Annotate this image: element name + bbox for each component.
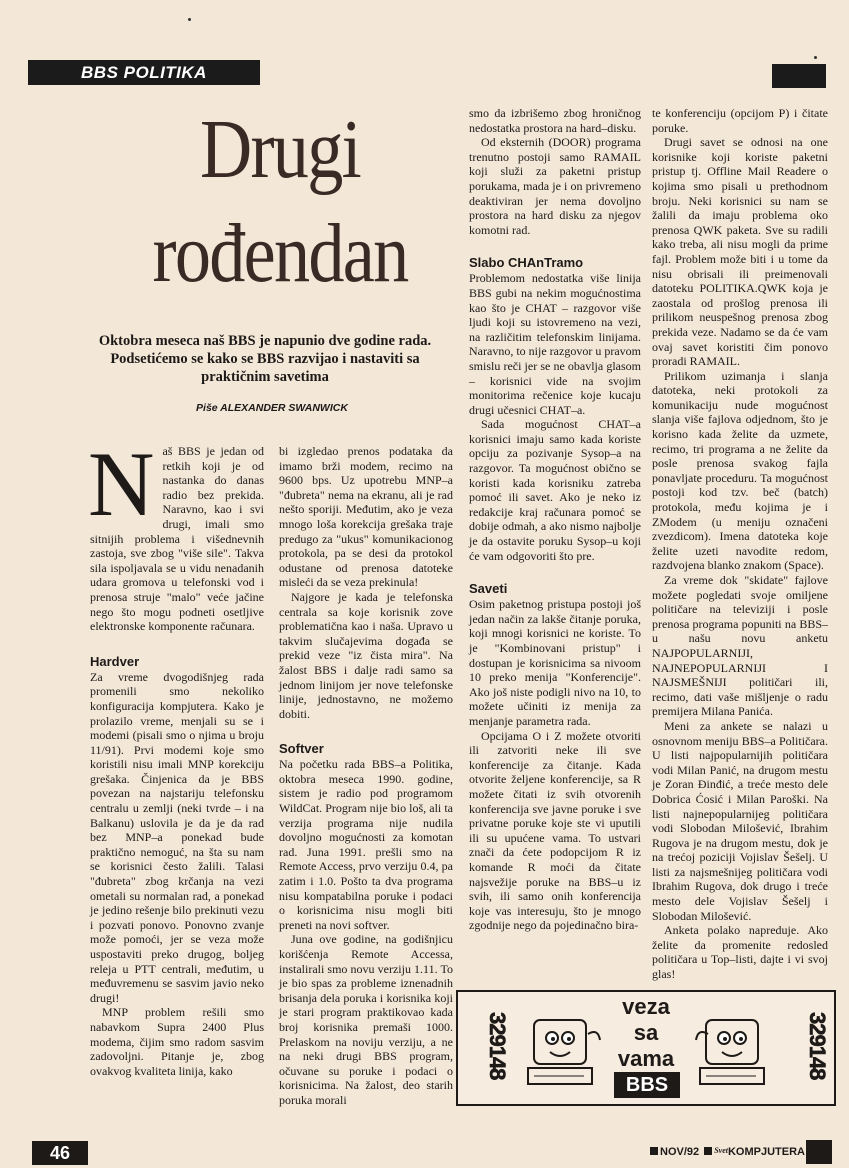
page-number: 46: [32, 1141, 88, 1165]
paragraph: Juna ove godine, na godišnjicu korišćenja Remote Accessa, instalirali smo novu verziju 1.11. To je bio spas za probleme iznenadnih brisanja dela poruka i korisnika koji je stari program praktikovao kada broj korisnika premaši 1000. Prelaskom na noviju verziju, a ne na neki drugi BBS program, očuvane su poruke i podaci o korisnicima. Na žalost, deo starih poruka morali: [279, 932, 453, 1107]
ad-phone-left: 329148: [485, 1012, 510, 1080]
paragraph: Anketa polako napreduje. Ako želite da promenite redosled političara u Top–listi, dajte i vi svoj glas!: [652, 923, 828, 982]
speck: [188, 18, 191, 21]
ad-line-2: sa: [633, 1020, 659, 1045]
magazine-prefix: Svet: [714, 1146, 728, 1155]
footer-block: [806, 1140, 832, 1164]
paragraph: MNP problem rešili smo nabavkom Supra 2400 Plus modema, čijim smo radom sasvim zadovoljni. Pitanje je, zbog ovakvog kvaliteta linija, kako: [90, 1005, 264, 1078]
section-tag: BBS POLITIKA: [28, 60, 260, 85]
paragraph: Od eksternih (DOOR) programa trenutno postoji samo RAMAIL koji služi za paketni pristup porukama, mada je i on privremeno deaktiviran jer nema dovoljno prostora na hard disku za njegov komotni rad.: [469, 135, 641, 237]
paragraph: Problemom nedostatka više linija BBS gubi na nekim mogućnostima kao što je CHAT – razgovor više ljudi koji su istovremeno na vezi, na različitim telefonskim linijama. Naravno, to nije razgovor u pravom smislu reči jer se ne obavlja glasom – korisnici vide na svojim monitorima rečenice koje kucaju drugi učesnici CHAT–a.: [469, 271, 641, 417]
square-bullet-icon: [704, 1147, 712, 1155]
paragraph: Na početku rada BBS–a Politika, oktobra meseca 1990. godine, sistem je radio pod programom WildCat. Program nije bio loš, ali ta verzija programa nije nudila dovoljno mogućnosti za komotan rad. Juna 1991. prešli smo na Remote Access, prvo verziju 0.4, pa zatim i 1.0. Pošto ta dva programa nisu kompatabilna poruke i podaci o korisnicima nisu mogli biti preneti na novi softver.: [279, 757, 453, 932]
column-1: [88, 433, 264, 1078]
intro-text: aš BBS je jedan od retkih koji je od nastanka do danas radio bez prekida. Naravno, kao i svi drugi, imali smo sitnijih problema i višednevnih zastoja, sve zbog "više sile". Takva sila ispoljavala se u vidu nenadanih udara gromova u telefonski vod i prenosa struje "malo" veće jačine nego što mogu podneti osetljive elektronske komponente računara.: [90, 444, 264, 634]
speck: [814, 56, 817, 59]
column-3: [469, 106, 641, 933]
paragraph: Prilikom uzimanja i slanja datoteka, neki protokoli za komunikaciju nude mogućnost slanja više fajlova odjednom, što je korisno kada želite da uzmete, recimo, tri programa a ne želite da posle prenosa svakog fajla ponavljate proceduru. Ta mogućnost postoji kod tzv. beč (batch) protokola, među kojima je i ZModem (u meniju označeni zvezdicom). Imena datoteka koje želite uzeti navodite redom, razdvojena blanko znakom (Space).: [652, 368, 828, 573]
lead-paragraph: Oktobra meseca naš BBS je napunio dve godine rada. Podsetićemo se kako se BBS razvijao i nastaviti sa praktičnim savetima: [98, 333, 432, 385]
title-line2: rođendan: [152, 207, 408, 300]
column-2: [279, 444, 453, 1108]
paragraph: Drugi savet se odnosi na one korisnike koji koriste paketni pristup tj. Offline Mail Readere o kojima smo pisali u prethodnom broju. Neki korisnici su nam se žalili da imaju problema oko prenosa QWK paketa. Sve su radili kako treba, ali nisu mogli da prime fajl. Problem može biti i u tome da nisu obrisali ili preimenovali datoteku POLITIKA.QWK koja je zaostala od prošlog prenosa ili prilikom neuspešnog prenosa zbog prekida veze. Nadamo se da će vam ovaj savet koristiti čim ponovo proradi RAMAIL.: [652, 135, 828, 369]
subheading-saveti: Saveti: [469, 581, 508, 597]
subheading-hardver: Hardver: [90, 653, 140, 669]
corner-block: [772, 64, 826, 88]
square-bullet-icon: [650, 1147, 658, 1155]
ad-phone-right: 329148: [805, 1012, 830, 1080]
byline: Piše ALEXANDER SWANWICK: [196, 402, 348, 414]
paragraph: Meni za ankete se nalazi u osnovnom meniju BBS–a Političara. U listi najpopularnijih političara vodi Milan Panić, na drugom mestu je Zoran Đinđić, a treće mesto dele Dobrica Ćosić i Milan Paroški. Na listi najnepopularnijeg političara vodi Slobodan Milošević, Ibrahim Rugova je na drugom mestu, dok je na trećoj poziciji Vojislav Šešelj. U listi za najsmešnijeg političara vodi Ibrahim Rugova, dok drugo i treće mesto dele Vojislav Šešelj i Slobodan Milošević.: [652, 718, 828, 923]
subheading-chat: Slabo CHAnTramo: [469, 255, 584, 271]
paragraph: Opcijama O i Z možete otvoriti ili zatvoriti neke ili sve konferencije za čitanje. Kada otvorite željene konferencije, sa R možete čitati iz svih otvorenih konferencija sve javne poruke i sve privatne poruke koje ste vi uputili ili su upućene vama. To ustvari znači da ćete podopcijom R iz komande R moći da čitate najsvežije poruke na BBS–u iz svih, ili samo onih konferencija koje vas interesuju, što je mnogo zgodnije nego da pojedinačno bira-: [469, 728, 641, 933]
bbs-badge: BBS: [614, 1072, 680, 1098]
title-line1: Drugi: [200, 103, 360, 196]
paragraph: bi izgledao prenos podataka da imamo brži modem, recimo na 9600 bps. Uz upotrebu MNP–a "đubreta" nema na ekranu, ali je rad nešto sporiji. Međutim, ako je veza mnogo loša korekcija grešaka traje predugo za "ukus" komunikacionog protokola, pa se desi da protokol odustane od prenosa datoteke misleći da se veza prekinula!: [279, 444, 453, 590]
computer-cartoon-left-icon: [524, 1014, 604, 1098]
footer-issue: [648, 1146, 805, 1158]
paragraph: Za vreme dvogodišnjeg rada promenili smo nekoliko konfiguracija kompjutera. Kako je prolazilo vreme, menjali su se i modemi (pisali smo o njima u broju 11/91). Prvi modemi koje smo koristili nisu imali MNP korekciju grešaka. Činjenica da je BBS povezan na najstariju telefonsku centralu u zemlji (neki tvrde – i na Balkanu) uslovila je da je da rad bez MNP–a ponekad bude praktično nemoguć, na šta su nam se korisnici često žalili. Talasi "đubreta" zbog krčanja na vezi ometali su normalan rad, a ponekad je jedino rešenje bilo prekinuti vezu i pozvati ponovo. Ponovno zvanje može pomoći, jer se veza može uspostaviti preko drugog, boljeg releja u PTT centrali, međutim, u međuvremenu se sasvim javio neko drugi!: [90, 669, 264, 1005]
paragraph: te konferenciju (opcijom P) i čitate poruke.: [652, 106, 828, 135]
computer-cartoon-right-icon: [690, 1014, 770, 1098]
issue-date: NOV/92: [660, 1146, 700, 1158]
column-4: [652, 106, 828, 982]
ad-line-3: vama: [617, 1046, 675, 1071]
paragraph: Osim paketnog pristupa postoji još jedan način za lakše čitanje poruka, koji mnogi korisnici ne koriste. To je "Kombinovani pristup" i dostupan je korisnicima sa nivoom 10 preko menija "Konferencije". Ako još niste podigli nivo na 10, to možete učiniti iz menija za menjanje parametra rada.: [469, 597, 641, 728]
drop-cap: N: [88, 433, 155, 535]
bbs-ad-box: [456, 990, 836, 1106]
paragraph: Najgore je kada je telefonska centrala sa koje korisnik zove problematična kao i naša. Upravo u takvim slučajevima događa se prekid veze "iz čista mira". Na žalost BBS i dalje radi samo sa jednom linijom jer nove telefonske linije, jednostavno, ne možemo dobiti.: [279, 589, 453, 721]
ad-line-1: veza: [622, 994, 670, 1019]
paragraph: Za vreme dok "skidate" fajlove možete pogledati svoje omiljene političare na televiziji i posle prenosa programa popuniti na BBS–u našu novu anketu NAJPOPULARNIJI, NAJNEPOPULARNIJI I NAJSMEŠNIJI političari ili, recimo, dati vaše mišljenje o radu premijera Milana Panića.: [652, 573, 828, 719]
paragraph: smo da izbrišemo zbog hroničnog nedostatka prostora na hard–disku.: [469, 106, 641, 135]
paragraph: Sada mogućnost CHAT–a korisnici imaju samo kada koriste opciju za pozivanje Sysop–a na razgovor. Ta mogućnost obično se koristi kada korisniku zatreba pomoć ili savet. Ako je neko iz redakcije kraj računara pomoć se dobije odmah, a ako nismo najbolje je da ostavite poruku Sysop–u koji će vam odgovoriti što pre.: [469, 417, 641, 563]
subheading-softver: Softver: [279, 741, 324, 757]
magazine-name: KOMPJUTERA: [727, 1146, 805, 1158]
